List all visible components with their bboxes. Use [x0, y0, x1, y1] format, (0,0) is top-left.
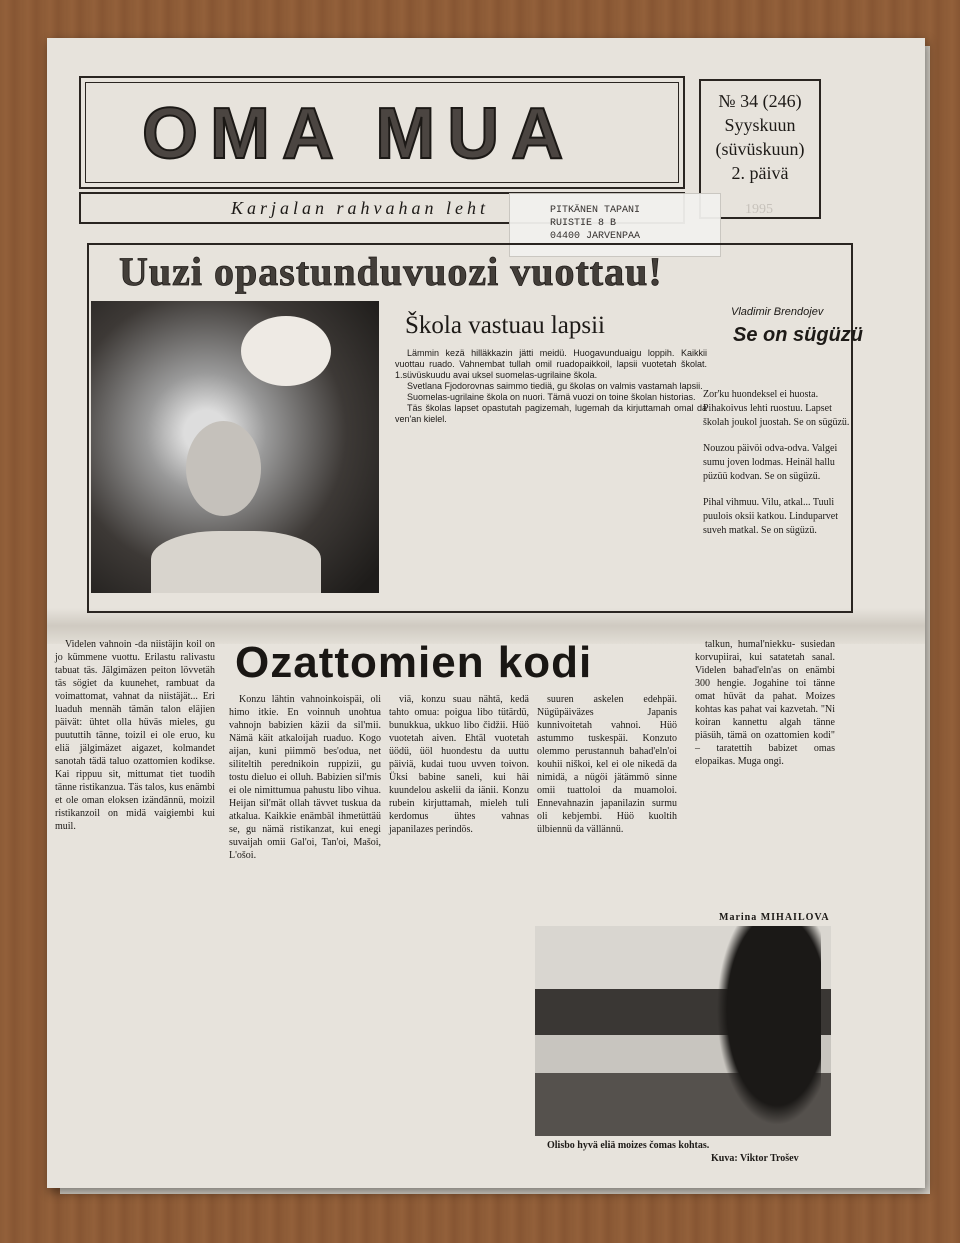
article-signature: Marina MIHAILOVA	[719, 912, 830, 923]
photo-caption: Olisbo hyvä eliä moizes čomas kohtas.	[547, 1140, 710, 1151]
article-column-5: talkun, humal'niekku- susiedan korvupiirai, kui satatetah sanal. Videlen bahad'eln'as on enämbi 300 hengie. Jogahine toi tänne omat hüvät da pahat. Moizes kohtas kas pahat vai kazvetah. "Ni koiran kannettu algah tänne piäsüh, tämä on ozattomien kodi" – taratettih babizet omas elopaikas. Muga ongi.	[695, 639, 835, 767]
top-story-title: Škola vastuau lapsii	[405, 312, 605, 339]
story-paragraph: Suomelas-ugrilaine škola on nuori. Tämä vuozi on toine školan historias.	[407, 392, 696, 402]
address-street: RUISTIE 8 B	[550, 218, 617, 229]
issue-date-line2: (süvüskuun)	[715, 139, 805, 159]
address-name: PITKÄNEN TAPANI	[550, 205, 641, 216]
poem-stanza: Pihal vihmuu. Vilu, atkal... Tuuli puulois oksii katkou. Linduparvet suveh matkal. Se on sügüzü.	[703, 497, 838, 536]
top-story-headline: Uuzi opastunduvuozi vuottau!	[119, 249, 663, 294]
article-column-1: Videlen vahnoin -da niistäjin koil on jo kümmene vuottu. Erilastu ralivastu tabuat täs. Jälgimäzen peiton lövvetäh täs sögiet da kuunehet, rambuat da voimattomat, vahnat da niistäjät... Eri luaduh mennäh tämän talon eläjien päivät: ühtet olla hüväs mieles, gu puututtih tänne, toizil ei ole eruo, ku eliä jälgimäzet aigazet, kolmandet sanotah tädä taluo ozattomien kodikse. Kai rippuu sit, mittumat tiet tuodih tänne ristikanzua. Täs talos, kus enämbi et ole oman eloksen izändännü, moizil ristikanzoil on midä vaigiembi kui muil.	[55, 639, 215, 832]
poem-body	[703, 388, 853, 550]
newspaper-page	[47, 38, 925, 1188]
article-column-3: viä, konzu suau nähtä, kedä tahto omua: poigua libo tütärdü, bunukkua, ukkuo libo čidžii. Hüö vuotetah aiven. Ehtäl vuotetah üödü, üöl huondestu da uuttu päiviä, kudai tuou uvven toivon. Üksi babine saneli, kui häi kuundelou askelii da iänii. Konzu rubein kirjuttamah, mieleh tuli kerdomus ühtes vahnas japanilazes perindös.	[389, 694, 529, 835]
address-city: 04400 JARVENPAA	[550, 231, 641, 242]
article-column-4: suuren askelen edehpäi. Nügüpäiväzes Japanis kunnivoitetah vahnoi. Hüö astummo tuskespäi. Konzuto olemmo perustannuh bahad'eln'oi kouhii niškoi, kel ei ole nikedä da nimidä, a nügöi jätämmö sinne omii tuattoloi da muamoloi. Ennevahnazin japanilazin surmu oli kebjembi. Hüö kuoltih ülbiennü da vällännü.	[537, 694, 677, 835]
newspaper-title: OMA MUA	[142, 94, 576, 174]
newspaper-subtitle: Karjalan rahvahan leht	[231, 198, 489, 218]
schoolgirl-photo	[91, 301, 379, 593]
story-paragraph: Täs školas lapset opastutah pagizemah, lugemah da kirjuttamah omal da ven'an kielel.	[395, 403, 707, 424]
issue-date-line3: 2. päivä	[731, 163, 789, 183]
issue-number: № 34 (246)	[718, 91, 802, 111]
second-story-headline: Ozattomien kodi	[235, 638, 593, 687]
poem-stanza: Nouzou päivöi odva-odva. Valgei sumu joven lodmas. Heinäl hallu püzüü kodvan. Se on sügüzü.	[703, 443, 838, 482]
lake-photo	[535, 926, 831, 1136]
article-column-2: Konzu lähtin vahnoinkoispäi, oli himo itkie. En voinnuh unohtua vahnojn babizien käzii da sil'mii. Nämä käit atkaloijah ruaduo. Kogo aijan, kuni piimmö bes'odua, net siliteltih perednikoin ruppizii, gu tostu dieluo ei olluh. Babizien sil'mis ei ole nimittumua pahustu libo vihua. Heijan sil'mät ollah tävvet tuskua da atkalua. Kaikkie enämbäl ihmetüttäü se, gu nämä ristikanzat, kui enegi suvaijah omii Gal'oi, Tan'oi, Mašoi, L'ošoi.	[229, 694, 381, 861]
poem-stanza: Zor'ku huondeksel ei huosta. Pihakoivus lehti ruostuu. Lapset školah joukol juostah. Se on sügüzü.	[703, 389, 850, 428]
poem-author: Vladimir Brendojev	[731, 306, 824, 318]
photo-credit: Kuva: Viktor Trošev	[711, 1153, 799, 1164]
story-paragraph: Lämmin kezä hilläkkazin jätti meidü. Huogavunduaigu loppih. Kaikkii vuottau ruado. Vahnembat tullah omil ruadopaikkoil, lapsii vuotetah školat. 1.süvüskuudu avai uksel suomelas-ugrilaine škola.	[395, 348, 707, 380]
story-paragraph: Svetlana Fjodorovnas saimmo tiediä, gu školas on valmis vastamah lapsii.	[407, 381, 703, 391]
issue-date-line1: Syyskuun	[724, 115, 796, 135]
masthead	[79, 76, 685, 189]
top-story-body	[395, 348, 707, 425]
poem-title: Se on sügüzü	[733, 324, 863, 346]
issue-year: 1995	[745, 202, 773, 217]
